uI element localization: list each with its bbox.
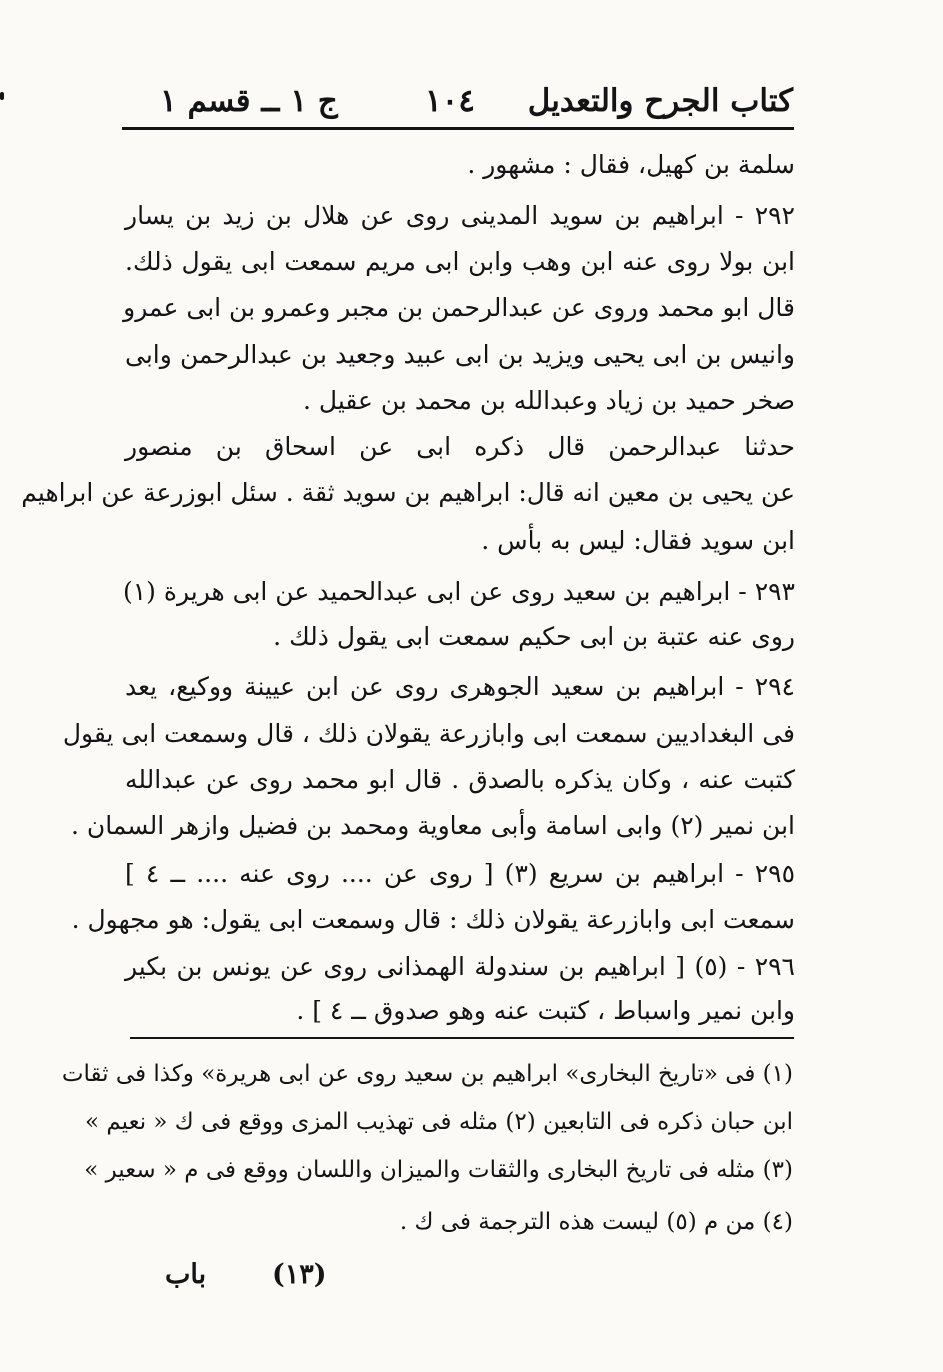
footnote-line: ابن حبان ذكره فى التابعين (٢) مثله فى تهذيب المزى ووقع فى ك « نعيم » xyxy=(84,1109,793,1135)
text-line: ٢٩٤ - ابراهيم بن سعيد الجوهرى روى عن ابن عيينة ووكيع، يعد xyxy=(125,672,795,701)
text-line: حدثنا عبدالرحمن قال ذكره ابى عن اسحاق بن منصور xyxy=(125,432,795,461)
text-line: سمعت ابى وابازرعة يقولان ذلك : قال وسمعت ابى يقول: هو مجهول . xyxy=(71,905,795,934)
text-line: ٢٩٢ - ابراهيم بن سويد المدينى روى عن هلال بن زيد بن يسار xyxy=(125,201,795,230)
text-line: سلمة بن كهيل، فقال : مشهور . xyxy=(467,150,795,179)
text-line: ٢٩٦ - (٥) [ ابراهيم بن سندولة الهمذانى روى عن يونس بن بكير xyxy=(125,952,795,981)
text-line: وانيس بن ابى يحيى ويزيد بن ابى عبيد وجعيد بن عبدالرحمن وابى xyxy=(125,340,795,369)
catchword: باب xyxy=(165,1259,207,1290)
text-line: ابن بولا روى عنه ابن وهب وابن ابى مريم سمعت ابى يقول ذلك. xyxy=(125,247,795,276)
volume-label: ج ١ ــ قسم ١ xyxy=(160,83,338,119)
text-line: ٢٩٥ - ابراهيم بن سريع (٣) [ روى عن .... روى عنه .... ــ ٤ ] xyxy=(125,859,796,888)
text-line: روى عنه عتبة بن ابى حكيم سمعت ابى يقول ذلك . xyxy=(273,622,795,651)
text-line: كتبت عنه ، وكان يذكره بالصدق . قال ابو محمد روى عن عبدالله xyxy=(125,765,795,794)
book-title: كتاب الجرح والتعديل xyxy=(527,83,793,119)
page-number: ١٠٤ xyxy=(425,83,475,119)
scan-mark xyxy=(0,92,4,100)
footnote-line: (٣) مثله فى تاريخ البخارى والثقات والميزان واللسان ووقع فى م « سعير » xyxy=(84,1157,793,1183)
footnote-rule xyxy=(130,1037,794,1039)
text-line: وابن نمير واسباط ، كتبت عنه وهو صدوق ــ ٤ ] . xyxy=(296,996,795,1025)
text-line: ٢٩٣ - ابراهيم بن سعيد روى عن ابى عبدالحميد عن ابى هريرة (١) xyxy=(122,577,795,606)
header-rule xyxy=(122,127,794,130)
text-line: ابن سويد فقال: ليس به بأس . xyxy=(481,526,795,555)
text-line: ابن نمير (٢) وابى اسامة وأبى معاوية ومحمد بن فضيل وازهر السمان . xyxy=(70,811,795,840)
footnote-line: (١) فى «تاريخ البخارى» ابراهيم بن سعيد روى عن ابى هريرة» وكذا فى ثقات xyxy=(61,1061,793,1087)
text-line: عن يحيى بن معين انه قال: ابراهيم بن سويد ثقة . سئل ابوزرعة عن ابراهيم xyxy=(21,478,795,507)
text-line: قال ابو محمد وروى عن عبدالرحمن بن مجبر وعمرو بن ابى عمرو xyxy=(123,293,795,322)
text-line: فى البغداديين سمعت ابى وابازرعة يقولان ذلك ، قال وسمعت ابى يقول xyxy=(62,719,795,748)
signature-number: (١٣) xyxy=(272,1259,327,1290)
footnote-line: (٤) من م (٥) ليست هذه الترجمة فى ك . xyxy=(399,1209,793,1235)
text-line: صخر حميد بن زياد وعبدالله بن محمد بن عقيل . xyxy=(303,386,795,415)
